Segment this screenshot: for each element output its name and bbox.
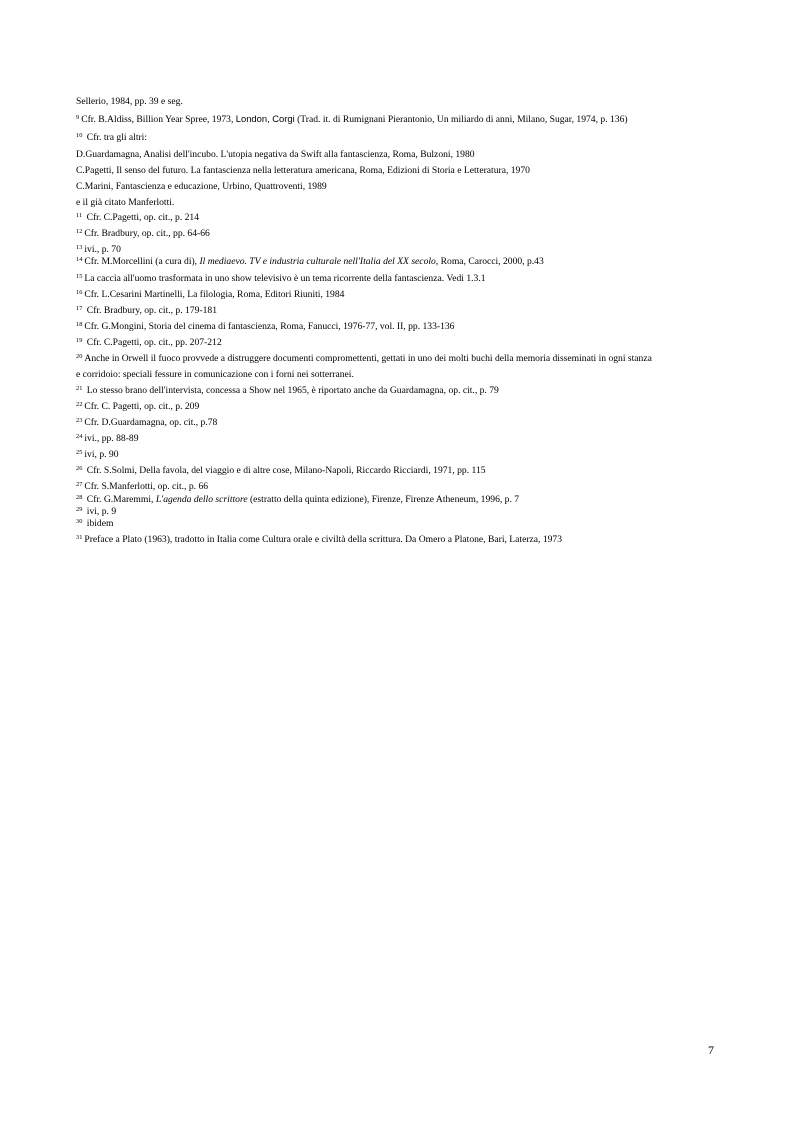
footnote-number: 16 xyxy=(76,289,83,296)
footnote-text: Cfr. L.Cesarini Martinelli, La filologia, Roma, Editori Riuniti, 1984 xyxy=(84,289,345,300)
footnote-number: 12 xyxy=(76,228,83,235)
footnote-number: 28 xyxy=(76,494,83,501)
footnote-22 xyxy=(76,402,199,412)
footnote-text: e corridoio: speciali fessure in comunicazione con i forni nei sotterranei. xyxy=(76,369,354,380)
footnote-text: Cfr. C.Pagetti, op. cit., pp. 207-212 xyxy=(86,337,222,348)
footnote-text: ivi., p. 70 xyxy=(84,244,121,255)
footnote-number: 19 xyxy=(76,337,83,344)
footnote-text: La caccia all'uomo trasformata in uno show televisivo è un tema ricorrente della fantascienza. Vedi 1.3.1 xyxy=(84,273,486,284)
footnote-text: Cfr. S.Manferlotti, op. cit., p. 66 xyxy=(84,481,209,492)
footnote-text: Cfr. S.Solmi, Della favola, del viaggio e di altre cose, Milano-Napoli, Riccardo Ricciardi, 1971, pp. 115 xyxy=(86,465,486,476)
footnote-number: 24 xyxy=(76,433,83,440)
footnote-28 xyxy=(76,495,519,505)
footnote-20 xyxy=(76,354,652,364)
footnote-text: e il già citato Manferlotti. xyxy=(76,197,175,208)
footnote-text: Lo stesso brano dell'intervista, concessa a Show nel 1965, è riportato anche da Guardamagna, op. cit., p. 79 xyxy=(86,385,499,396)
footnote-29 xyxy=(76,507,116,517)
footnote-text: Cfr. G.Maremmi, xyxy=(86,494,156,505)
footnote-number: 25 xyxy=(76,449,83,456)
footnote-15 xyxy=(76,274,486,284)
footnote-text: Cfr. G.Mongini, Storia del cinema di fantascienza, Roma, Fanucci, 1976-77, vol. II, pp. 133-136 xyxy=(84,321,455,332)
footnote-number: 23 xyxy=(76,417,83,424)
footnote-11 xyxy=(76,213,199,223)
footnote-number: 22 xyxy=(76,401,83,408)
footnote-13 xyxy=(76,245,121,255)
footnote-number: 21 xyxy=(76,385,83,392)
reference-line xyxy=(76,198,174,208)
reference-line xyxy=(76,166,530,176)
footnote-text: Cfr. M.Morcellini (a cura di), xyxy=(84,256,200,267)
footnote-number: 20 xyxy=(76,353,83,360)
reference-line xyxy=(76,182,327,192)
footnote-number: 31 xyxy=(76,534,83,541)
footnote-text: ivi, p. 90 xyxy=(84,449,119,460)
footnote-text: Cfr. D.Guardamagna, op. cit., p.78 xyxy=(84,417,218,428)
footnote-text-sans: London, Corgi xyxy=(235,113,295,124)
footnote-number: 14 xyxy=(76,256,83,263)
footnote-number: 10 xyxy=(76,132,83,139)
footnote-14 xyxy=(76,257,544,267)
footnote-18 xyxy=(76,322,454,332)
footnote-25 xyxy=(76,450,119,460)
footnote-number: 26 xyxy=(76,465,83,472)
footnote-number: 17 xyxy=(76,305,83,312)
footnote-23 xyxy=(76,418,217,428)
footnote-text: Cfr. B.Aldiss, Billion Year Spree, 1973, xyxy=(81,114,236,125)
footnote-text: Preface a Plato (1963), tradotto in Italia come Cultura orale e civiltà della scrittura. Da Omero a Platone, Bari, Laterza, 1973 xyxy=(84,534,563,545)
footnote-9 xyxy=(76,114,628,125)
footnote-10 xyxy=(76,133,147,143)
footnote-21 xyxy=(76,386,499,396)
footnote-number: 29 xyxy=(76,506,83,513)
footnote-text: Cfr. C. Pagetti, op. cit., p. 209 xyxy=(84,401,200,412)
footnote-continuation xyxy=(76,97,183,107)
footnote-number: 30 xyxy=(76,518,83,525)
footnote-text: Cfr. C.Pagetti, op. cit., p. 214 xyxy=(86,212,200,223)
footnote-number: 9 xyxy=(76,114,80,121)
footnote-text: Cfr. tra gli altri: xyxy=(86,132,148,143)
footnote-number: 11 xyxy=(76,212,83,219)
footnote-text: ibidem xyxy=(86,518,114,529)
page-number: 7 xyxy=(708,1043,714,1057)
footnote-text: C.Marini, Fantascienza e educazione, Urbino, Quattroventi, 1989 xyxy=(76,181,327,192)
footnote-number: 18 xyxy=(76,321,83,328)
footnote-26 xyxy=(76,466,486,476)
book-title: Il mediaevo. TV e industria culturale nell'Italia del XX secolo xyxy=(199,256,436,267)
footnote-number: 15 xyxy=(76,273,83,280)
footnote-text: D.Guardamagna, Analisi dell'incubo. L'utopia negativa da Swift alla fantascienza, Roma, Bulzoni, 1980 xyxy=(76,149,475,160)
footnote-text: C.Pagetti, Il senso del futuro. La fantascienza nella letteratura americana, Roma, Edizioni di Storia e Letteratura, 1970 xyxy=(76,165,530,176)
footnote-24 xyxy=(76,434,139,444)
footnote-31 xyxy=(76,535,562,545)
footnote-text: (estratto della quinta edizione), Firenze, Firenze Atheneum, 1996, p. 7 xyxy=(247,494,520,505)
footnote-text: Cfr. Bradbury, op. cit., pp. 64-66 xyxy=(84,228,210,239)
footnote-text: ivi., pp. 88-89 xyxy=(84,433,139,444)
footnote-number: 13 xyxy=(76,244,83,251)
footnote-17 xyxy=(76,306,217,316)
reference-line xyxy=(76,150,475,160)
footnote-text: Anche in Orwell il fuoco provvede a distruggere documenti compromettenti, gettati in uno dei molti buchi della memoria disseminati in ogni stanza xyxy=(84,353,652,364)
footnote-text: Sellerio, 1984, pp. 39 e seg. xyxy=(76,96,183,107)
footnote-12 xyxy=(76,229,210,239)
footnote-number: 27 xyxy=(76,481,83,488)
footnote-16 xyxy=(76,290,344,300)
footnote-20-continuation xyxy=(76,370,354,380)
footnote-text: , Roma, Carocci, 2000, p.43 xyxy=(435,256,544,267)
book-title: L'agenda dello scrittore xyxy=(155,494,248,505)
footnote-30 xyxy=(76,519,113,529)
footnote-text: ivi, p. 9 xyxy=(86,506,117,517)
footnote-text: (Trad. it. di Rumignani Pierantonio, Un miliardo di anni, Milano, Sugar, 1974, p. 136) xyxy=(294,114,628,125)
footnote-27 xyxy=(76,482,208,492)
footnote-text: Cfr. Bradbury, op. cit., p. 179-181 xyxy=(86,305,218,316)
footnote-19 xyxy=(76,338,222,348)
